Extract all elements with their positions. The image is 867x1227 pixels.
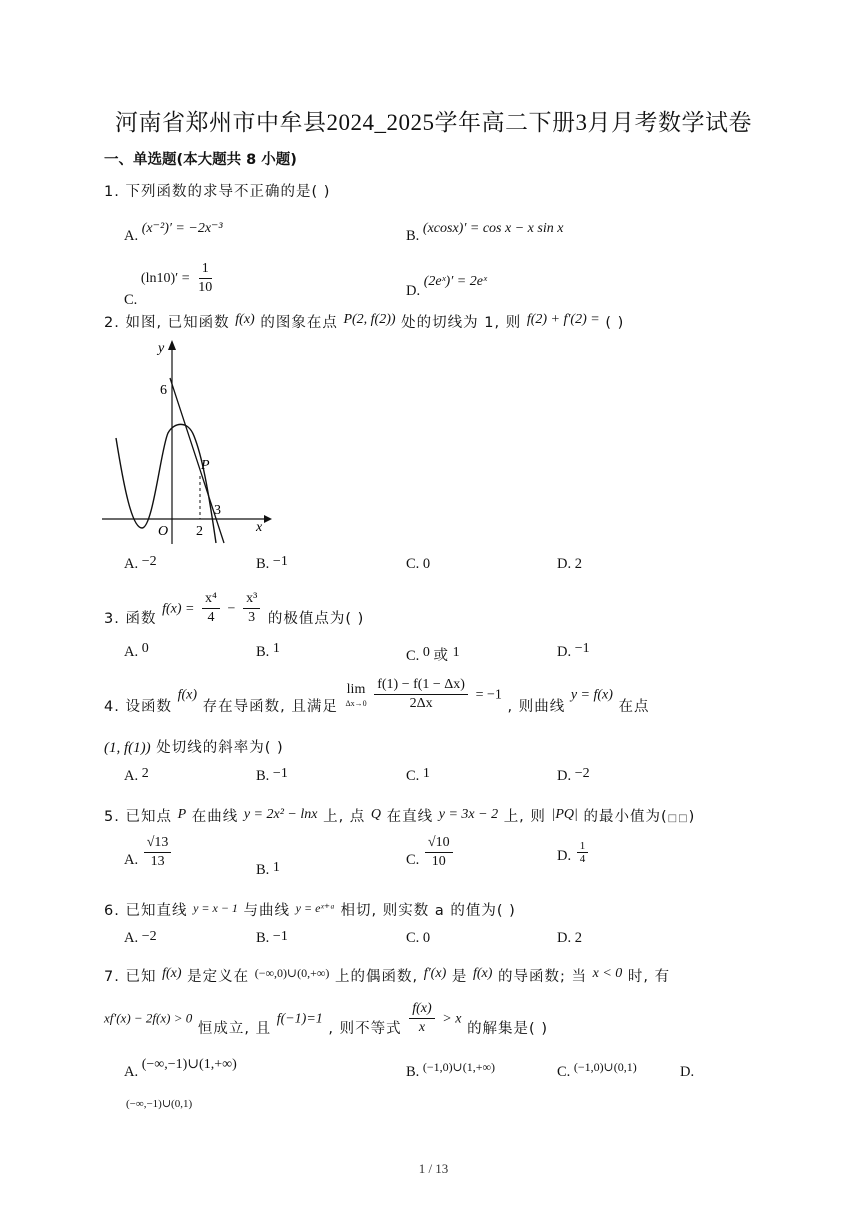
q3-option-d-value: −1 xyxy=(574,641,590,656)
q5-option-c-num: √10 xyxy=(425,834,453,853)
q4-option-c-label: C. xyxy=(406,768,420,784)
q5-option-b-label: B. xyxy=(256,862,270,878)
page-number: 1 / 13 xyxy=(418,1161,449,1176)
q4-fraction xyxy=(374,676,468,713)
q5-option-c-fraction xyxy=(425,834,453,871)
q5-placeholder-boxes: □□ xyxy=(667,813,689,824)
q7-f-minus-1: f(−1)=1 xyxy=(276,1011,323,1027)
q4-limit xyxy=(345,681,366,709)
q5-option-a-den: 13 xyxy=(150,854,165,869)
q3-option-a xyxy=(124,641,149,661)
q2-option-c: C. 0 xyxy=(406,556,431,572)
q7-fx-2: f(x) xyxy=(472,966,493,981)
q6-option-a-label: A. xyxy=(124,930,139,946)
q5-option-d xyxy=(557,840,590,865)
q4-point: (1, f(1)) xyxy=(104,740,151,756)
q3-option-c-value-2: 1 xyxy=(452,645,460,660)
q2-point: P(2, f(2)) xyxy=(343,312,396,327)
q1-option-c-numerator: 1 xyxy=(199,260,212,279)
q4-fraction-num: f(1) − f(1 − Δx) xyxy=(374,676,468,695)
q5-pq: |PQ| xyxy=(551,807,578,822)
question-2-stem xyxy=(104,311,624,332)
question-5-stem xyxy=(104,805,695,826)
q4-option-a-value: 2 xyxy=(141,766,149,781)
q4-lim-sub: Δx→0 xyxy=(345,698,367,708)
q3-fraction-1 xyxy=(202,590,220,627)
q3-option-a-value: 0 xyxy=(141,641,149,656)
q5-option-a-label: A. xyxy=(124,851,139,868)
q5-option-d-label: D. xyxy=(557,847,572,864)
q5-option-d-num: 1 xyxy=(577,840,589,853)
q7-stem-part: 是定义在 xyxy=(187,969,250,985)
q7-option-c xyxy=(557,1060,637,1081)
q5-stem-part: 上, 点 xyxy=(323,809,366,825)
q5-option-a-fraction xyxy=(144,834,172,871)
q6-stem-part: 与曲线 xyxy=(243,903,291,919)
q4-option-d-value: −2 xyxy=(574,766,590,781)
q7-option-d-value: (−∞,−1)∪(0,1) xyxy=(126,1098,193,1110)
x-axis-arrow-icon xyxy=(264,515,272,523)
q4-stem-part: 存在导函数, 且满足 xyxy=(202,698,338,715)
page-title: 河南省郑州市中牟县2024_2025学年高二下册3月月考数学试卷 xyxy=(115,110,752,135)
q3-option-c-value: 0 xyxy=(422,645,430,660)
q4-option-b-label: B. xyxy=(256,768,270,784)
q4-lim: lim xyxy=(346,681,366,697)
q1-option-a-expr: (x⁻²)′ = −2x⁻³ xyxy=(141,221,223,236)
q7-stem-part: 上的偶函数, xyxy=(335,969,419,985)
q3-stem-part: 3. 函数 xyxy=(104,610,157,627)
q5-option-a xyxy=(124,834,173,871)
q2-stem-part: ( ) xyxy=(605,315,625,331)
q7-fraction xyxy=(409,1000,434,1037)
q7-option-b xyxy=(406,1060,496,1081)
q1-option-b-label: B. xyxy=(406,228,420,244)
q7-inequality: xf′(x) − 2f(x) > 0 xyxy=(104,1010,193,1026)
q5-option-b-value: 1 xyxy=(272,860,280,875)
q1-option-b-expr: (xcosx)′ = cos x − x sin x xyxy=(422,221,564,236)
q2-stem-part: 处的切线为 1, 则 xyxy=(401,315,522,331)
q6-option-b xyxy=(256,930,288,947)
q3-fraction-1-den: 4 xyxy=(207,610,215,625)
q3-option-b xyxy=(256,641,280,661)
q5-stem-part: 的最小值为( xyxy=(583,809,668,825)
q1-option-c-lhs: (ln10)′ = xyxy=(140,270,190,286)
question-1-stem: 1. 下列函数的求导不正确的是( ) xyxy=(104,184,331,200)
q5-stem-part: 5. 已知点 xyxy=(104,809,172,825)
q7-option-b-value: (−1,0)∪(1,+∞) xyxy=(422,1060,496,1074)
q5-line: y = 3x − 2 xyxy=(438,807,499,822)
question-3-stem xyxy=(104,590,364,627)
q7-stem-part: , 则不等式 xyxy=(328,1020,402,1037)
q6-stem-part: 6. 已知直线 xyxy=(104,903,188,919)
q4-option-a-label: A. xyxy=(124,768,139,784)
q7-stem-part: 的解集是( ) xyxy=(467,1020,548,1037)
q5-p: P xyxy=(177,807,187,822)
q2-stem-part: 2. 如图, 已知函数 xyxy=(104,315,230,331)
q5-option-d-fraction xyxy=(577,840,589,865)
q6-curve: y = eˣ⁺ᵃ xyxy=(295,901,335,915)
q2-option-a-value: −2 xyxy=(141,554,157,569)
q4-option-b xyxy=(256,768,288,785)
q4-option-d-label: D. xyxy=(557,768,572,784)
q4-eq: = −1 xyxy=(475,687,502,703)
q5-option-a-num: √13 xyxy=(144,834,172,853)
graph-six-label: 6 xyxy=(160,383,167,398)
q7-stem-part: 时, 有 xyxy=(627,969,671,985)
q1-option-d-expr: (2eˣ)′ = 2eˣ xyxy=(423,274,487,289)
q2-option-b-label: B. xyxy=(256,556,270,572)
q6-line: y = x − 1 xyxy=(193,901,238,915)
q1-option-d-label: D. xyxy=(406,283,421,299)
q1-option-a xyxy=(124,221,223,245)
graph-three-label: 3 xyxy=(214,503,221,518)
q6-option-b-label: B. xyxy=(256,930,270,946)
tangent-line xyxy=(170,378,224,543)
q5-option-d-den: 4 xyxy=(579,853,586,865)
q3-fraction-1-num: x⁴ xyxy=(202,590,220,609)
q4-stem-part: 4. 设函数 xyxy=(104,698,172,715)
q7-option-c-label: C. xyxy=(557,1064,571,1080)
q4-stem-part: 在点 xyxy=(618,698,650,715)
question-7-stem-line2 xyxy=(104,1000,548,1037)
q2-option-d: D. 2 xyxy=(557,556,582,572)
q1-option-d xyxy=(406,273,487,299)
q3-option-c-or: 或 xyxy=(433,648,450,664)
question-4-stem xyxy=(104,676,650,713)
q5-stem-part: 在直线 xyxy=(386,809,434,825)
section-heading: 一、单选题(本大题共 8 小题) xyxy=(104,152,297,168)
q2-option-a-label: A. xyxy=(124,556,139,572)
q7-stem-part: 恒成立, 且 xyxy=(197,1020,272,1037)
q7-fraction-den: x xyxy=(418,1020,426,1035)
graph-x-label: x xyxy=(256,520,263,535)
q3-option-d-label: D. xyxy=(557,644,572,660)
question-6-stem xyxy=(104,899,516,920)
q4-stem-part: 处切线的斜率为( ) xyxy=(156,740,284,756)
question-4-stem-line2 xyxy=(104,736,284,757)
q3-option-a-label: A. xyxy=(124,644,139,660)
q6-option-c: C. 0 xyxy=(406,930,431,946)
q6-option-a-value: −2 xyxy=(141,929,157,944)
q7-condition: x < 0 xyxy=(592,966,623,981)
q7-option-a-value: (−∞,−1)∪(1,+∞) xyxy=(141,1057,237,1072)
q7-stem-part: 7. 已知 xyxy=(104,969,157,985)
q1-option-c-fraction xyxy=(195,260,215,297)
q6-option-d: D. 2 xyxy=(557,930,582,946)
q1-option-b xyxy=(406,221,564,245)
graph-p-label: P xyxy=(201,458,210,473)
q7-option-c-value: (−1,0)∪(0,1) xyxy=(573,1060,637,1074)
q5-option-c-label: C. xyxy=(406,851,420,868)
q3-fraction-2-den: 3 xyxy=(248,610,256,625)
q2-function-graph xyxy=(98,338,273,548)
q5-option-c xyxy=(406,834,455,871)
graph-two-label: 2 xyxy=(196,524,203,539)
q3-stem-part: 的极值点为( ) xyxy=(267,610,365,627)
q2-fx: f(x) xyxy=(235,312,255,327)
q5-option-b xyxy=(256,862,280,879)
q6-option-a xyxy=(124,930,157,947)
q7-gt: > x xyxy=(442,1011,462,1027)
q3-fx: f(x) = xyxy=(162,601,195,617)
q4-curve: y = f(x) xyxy=(570,687,613,703)
q1-option-c-label: C. xyxy=(124,291,138,308)
q3-minus: − xyxy=(227,601,236,617)
q1-option-c xyxy=(124,260,217,308)
q7-fpx: f′(x) xyxy=(423,966,447,981)
q7-fraction-num: f(x) xyxy=(409,1000,434,1019)
y-axis-arrow-icon xyxy=(168,340,176,350)
q4-option-d xyxy=(557,768,590,785)
q3-option-d xyxy=(557,641,590,661)
q3-option-c-label: C. xyxy=(406,648,420,664)
q7-option-b-label: B. xyxy=(406,1064,420,1080)
q5-stem-part: ) xyxy=(688,809,696,825)
q7-stem-part: 的导函数; 当 xyxy=(498,969,587,985)
q3-option-c xyxy=(406,644,460,665)
q7-option-a-label: A. xyxy=(124,1064,139,1080)
q2-option-a xyxy=(124,556,157,573)
q6-option-b-value: −1 xyxy=(272,929,288,944)
q7-domain: (−∞,0)∪(0,+∞) xyxy=(254,966,330,980)
q2-stem-part: 的图象在点 xyxy=(260,315,338,331)
q7-option-a xyxy=(124,1057,237,1081)
q3-option-b-value: 1 xyxy=(272,641,280,656)
q6-stem-part: 相切, 则实数 a 的值为( ) xyxy=(340,903,516,919)
q3-fraction-2 xyxy=(243,590,260,627)
q4-fx: f(x) xyxy=(177,687,197,703)
q4-option-c xyxy=(406,768,430,785)
q5-stem-part: 在曲线 xyxy=(191,809,239,825)
q5-stem-part: 上, 则 xyxy=(503,809,546,825)
q4-option-c-value: 1 xyxy=(422,766,430,781)
q1-option-a-label: A. xyxy=(124,228,139,244)
q7-stem-part: 是 xyxy=(451,969,468,985)
q4-stem-part: , 则曲线 xyxy=(507,698,566,715)
q2-option-b-value: −1 xyxy=(272,554,288,569)
q7-option-d-label: D. xyxy=(680,1064,695,1080)
graph-y-label: y xyxy=(158,341,165,356)
q7-fx: f(x) xyxy=(162,966,182,981)
graph-origin-label: O xyxy=(158,524,169,539)
q2-expr: f(2) + f′(2) = xyxy=(526,312,600,327)
q1-option-c-denominator: 10 xyxy=(198,280,213,295)
q3-fraction-2-num: x³ xyxy=(243,590,260,609)
q5-q: Q xyxy=(370,807,382,822)
q4-option-a xyxy=(124,768,149,785)
q4-fraction-den: 2Δx xyxy=(409,696,433,711)
q2-option-b xyxy=(256,556,288,573)
q5-curve: y = 2x² − lnx xyxy=(243,807,318,822)
q5-option-c-den: 10 xyxy=(431,854,446,869)
q4-option-b-value: −1 xyxy=(272,766,288,781)
q3-option-b-label: B. xyxy=(256,644,270,660)
question-7-stem xyxy=(104,965,670,986)
